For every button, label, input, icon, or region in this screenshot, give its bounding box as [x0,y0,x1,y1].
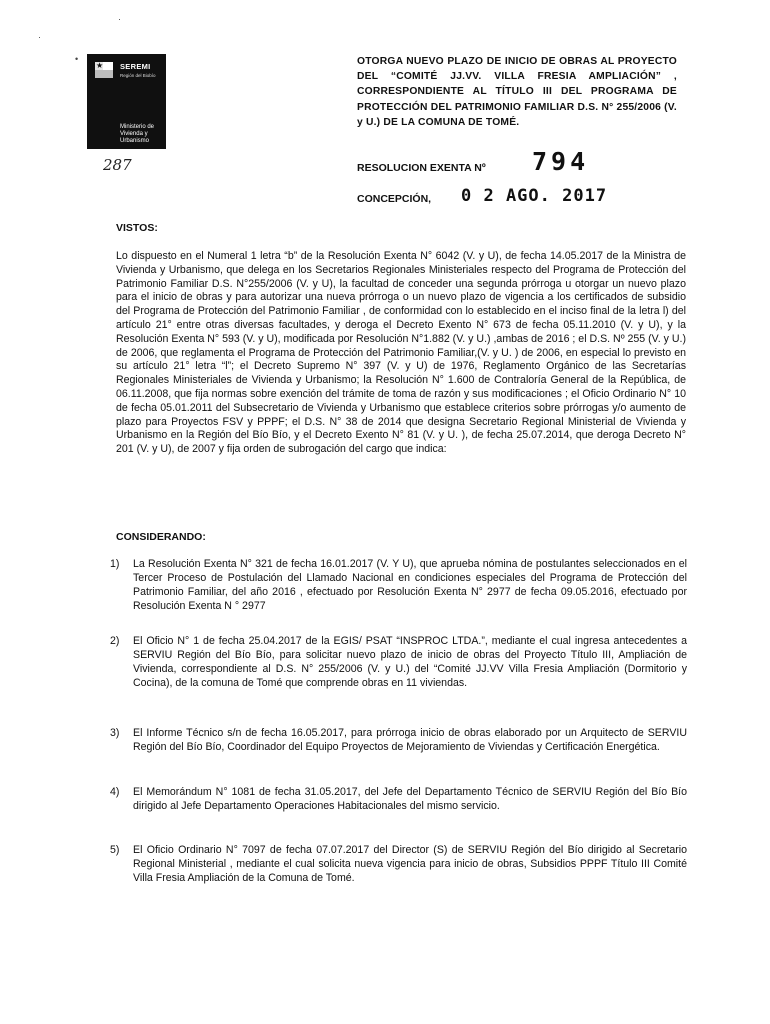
item-text: El Informe Técnico s/n de fecha 16.05.2017, para prórroga inicio de obras elaborado por un Arquitecto de SERVIU Región del Bío Bío, Coordinador del Equipo Proyectos de Mejoramiento de Viviendas y Certificación Energética. [133,727,687,753]
item-number: 5) [110,844,120,856]
handwritten-number: 287 [103,156,132,174]
item-number: 3) [110,727,120,739]
item-text: La Resolución Exenta N° 321 de fecha 16.01.2017 (V. Y U), que aprueba nómina de postulantes seleccionados en el Tercer Proceso de Postulación del Llamado Nacional en condiciones especiales del Programa de Protección del Patrimonio Familiar, del año 2016 , efectuado por Resolución Exenta N° 2977 de fecha 09.05.2016, efectuado por Resolución Exenta N ° 2977 [133,558,687,612]
scan-mark: • [75,54,79,64]
document-title: OTORGA NUEVO PLAZO DE INICIO DE OBRAS AL PROYECTO DEL “COMITÉ JJ.VV. VILLA FRESIA AMPLIACIÓN” , CORRESPONDIENTE AL TÍTULO III DEL PROGRAMA DE PROTECCIÓN DEL PATRIMONIO FAMILIAR D.S. N° 255/2006 (V. y U.) DE LA COMUNA DE TOMÉ. [357,56,677,128]
resolution-number: 794 [532,147,590,176]
scan-mark: · [118,14,121,24]
vistos-heading: VISTOS: [116,222,158,234]
item-text: El Memorándum N° 1081 de fecha 31.05.2017, del Jefe del Departamento Técnico de SERVIU Región del Bío Bío dirigido al Jefe Departamento Operaciones Habitacionales del mismo servicio. [133,786,687,812]
ministry-logo [87,54,166,149]
item-text: El Oficio N° 1 de fecha 25.04.2017 de la EGIS/ PSAT “INSPROC LTDA.”, mediante el cual ingresa antecedentes a SERVIU Región del Bío Bío, para solicitar nuevo plazo de inicio de obras del Proyecto Título III, Ampliación de Vivienda, correspondiente al D.S. N° 255/2006 (V. y U.) del “Comité JJ.VV Villa Fresia Ampliación (Dormitorio y Cocina), de la comuna de Tomé que comprende obras en 11 viviendas. [133,635,687,689]
vistos-text: Lo dispuesto en el Numeral 1 letra “b” de la Resolución Exenta N° 6042 (V. y U), de fecha 14.05.2017 de la Ministra de Vivienda y Urbanismo, que delega en los Secretarios Regionales Ministeriales respecto del Programa de Protección del Patrimonio Familiar D.S. N°255/2006 (V. y U), la facultad de conceder una segunda prórroga u otorgar un nuevo plazo para el inicio de obras y para autorizar una nueva prórroga o un nuevo plazo de vigencia a los certificados de subsidio del Programa de Protección del Patrimonio Familiar , de conformidad con lo establecido en el inciso final de la letra l) del artículo 21° entre otras diversas facultades, y deroga el Decreto Exento N° 673 de fecha 05.11.2010 (V. y U), y la Resolución Exenta N° 593 (V. y U), modificada por Resolución N°1.882 (V. y U.) ,ambas de 2016 ; el D.S. Nº 255 (V. y U.) de 2006, que reglamenta el Programa de Protección del Patrimonio Familiar,(V. y U. ) de 2006, en especial lo previsto en su artículo 21° letra “l”; el Decreto Supremo N° 397 (V. y U) de 1976, Reglamento Orgánico de las Secretarías Regionales Ministeriales de Vivienda y Urbanismo; la Resolución N° 1.600 de Contraloría General de la República, de 06.11.2008, que fija normas sobre exención del trámite de toma de razón y sus modificaciones ; el Oficio Ordinario N° 10 de fecha 05.01.2011 del Subsecretario de Vivienda y Urbanismo que establece criterios sobre prórrogas y/o aumento de plazo para Proyectos FSV y PPPF; el D.S. N° 38 de 2014 que designa Secretario Regional Ministerial de Vivienda y Urbanismo en la Región del Bío Bío, y el Decreto Exento N° 81 (V. y U. ), de fecha 25.07.2014, que deroga Decreto N° 201 (V. y U), de 2007 y fija orden de subrogación del cargo que indica: [116,250,686,456]
item-number: 4) [110,786,120,798]
resolution-label: RESOLUCION EXENTA Nº [357,162,486,174]
item-number: 2) [110,635,120,647]
logo-seremi: SEREMI [120,62,151,71]
item-text: El Oficio Ordinario N° 7097 de fecha 07.07.2017 del Director (S) de SERVIU Región del Bío dirigido al Secretario Regional Ministerial , mediante el cual solicita nueva vigencia para inicio de obras, Subsidios PPPF Título III Comité Villa Fresia Ampliación de la Comuna de Tomé. [133,844,687,884]
place-label: CONCEPCIÓN, [357,193,432,205]
scan-mark: · [38,32,41,42]
chile-flag-icon: ★ [95,62,113,80]
logo-region: Región del Biobío [120,73,156,78]
considerando-heading: CONSIDERANDO: [116,531,206,543]
date-stamp: 0 2 AGO. 2017 [461,186,608,206]
logo-ministerio: Ministerio de Vivienda y Urbanismo [120,124,155,144]
item-number: 1) [110,558,120,570]
